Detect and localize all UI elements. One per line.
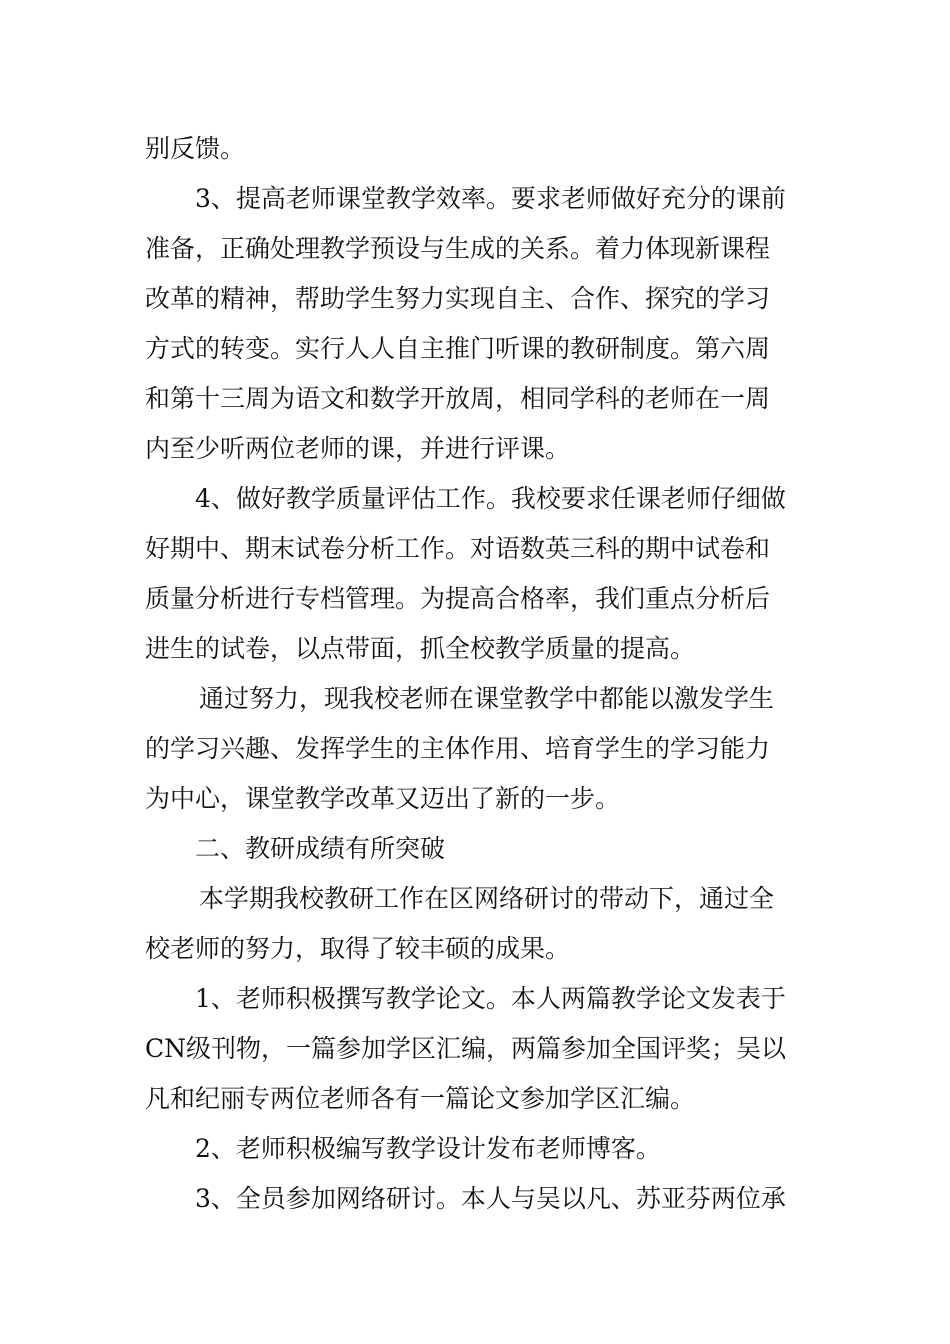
paragraph-summary-line: 通过努力，现我校老师在课堂教学中都能以激发学生 xyxy=(199,684,775,713)
paragraph-item-3-line: 3、提高老师课堂教学效率。要求老师做好充分的课前 xyxy=(195,184,786,213)
paragraph-item-3b-line: 3、全员参加网络研讨。本人与吴以凡、苏亚芬两位承 xyxy=(195,1184,786,1213)
text-line: 校老师的努力，取得了较丰硕的成果。 xyxy=(145,934,571,963)
text-line: 凡和纪丽专两位老师各有一篇论文参加学区汇编。 xyxy=(145,1084,696,1113)
text-line: 准备，正确处理教学预设与生成的关系。着力体现新课程 xyxy=(145,234,771,263)
text-line: 内至少听两位老师的课，并进行评课。 xyxy=(145,434,571,463)
text-line: 好期中、期末试卷分析工作。对语数英三科的期中试卷和 xyxy=(145,534,771,563)
text-line: 进生的试卷，以点带面，抓全校教学质量的提高。 xyxy=(145,634,696,663)
text-line: 别反馈。 xyxy=(145,134,246,163)
text-line: 为中心，课堂教学改革又迈出了新的一步。 xyxy=(145,784,621,813)
document-body xyxy=(145,124,805,1224)
paragraph-item-1-line: 1、老师积极撰写教学论文。本人两篇教学论文发表于 xyxy=(195,984,786,1013)
paragraph-item-2-line: 2、老师积极编写教学设计发布老师博客。 xyxy=(195,1134,661,1163)
text-line: 改革的精神，帮助学生努力实现自主、合作、探究的学习 xyxy=(145,284,771,313)
paragraph-item-4-line: 4、做好教学质量评估工作。我校要求任课老师仔细做 xyxy=(195,484,786,513)
text-line: 方式的转变。实行人人自主推门听课的教研制度。第六周 xyxy=(145,334,771,363)
paragraph-intro-line: 本学期我校教研工作在区网络研讨的带动下，通过全 xyxy=(199,884,775,913)
section-heading: 二、教研成绩有所突破 xyxy=(195,834,446,863)
text-line: CN级刊物，一篇参加学区汇编，两篇参加全国评奖；吴以 xyxy=(145,1034,787,1063)
text-line: 和第十三周为语文和数学开放周，相同学科的老师在一周 xyxy=(145,384,771,413)
text-line: 的学习兴趣、发挥学生的主体作用、培育学生的学习能力 xyxy=(145,734,771,763)
text-line: 质量分析进行专档管理。为提高合格率，我们重点分析后 xyxy=(145,584,771,613)
